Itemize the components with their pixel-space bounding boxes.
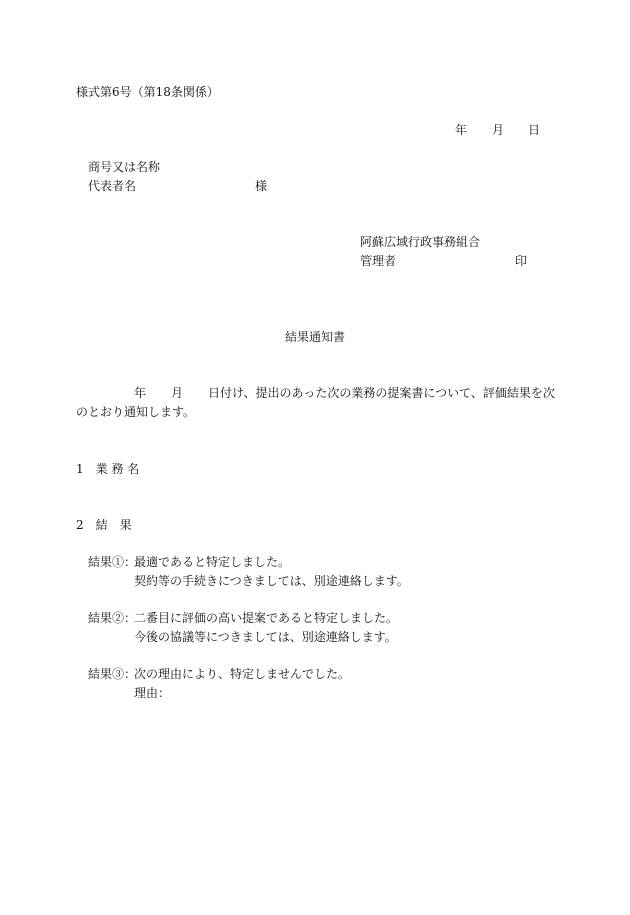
body-line2-text: のとおり通知します。	[76, 405, 196, 419]
result-2-label: 結果②：	[88, 611, 137, 625]
result-3-reason-label: 理由：	[134, 686, 171, 700]
result-2-line1: 二番目に評価の高い提案であると特定しました。	[134, 611, 399, 625]
result-1-label: 結果①：	[88, 555, 137, 569]
date-year-label: 年	[455, 123, 468, 137]
company-name-label: 商号又は名称	[88, 160, 161, 174]
seal-mark: 印	[515, 254, 528, 268]
date-day-label: 日	[528, 123, 541, 137]
result-3-line1: 次の理由により、特定しませんでした。	[134, 667, 351, 681]
manager-label: 管理者	[360, 254, 397, 268]
document-title: 結果通知書	[285, 330, 346, 344]
result-3-label: 結果③：	[88, 667, 137, 681]
section-business-name: 1 業 務 名	[76, 462, 140, 476]
result-1-line1: 最適であると特定しました。	[134, 555, 291, 569]
body-year-label: 年	[134, 386, 147, 400]
form-number: 様式第6号（第18条関係）	[76, 85, 219, 99]
honorific-sama: 様	[255, 179, 268, 193]
body-month-label: 月	[171, 386, 184, 400]
section-result: 2 結 果	[76, 518, 132, 532]
body-line1-text: 日付け、提出のあった次の業務の提案書について、評価結果を次	[208, 386, 555, 400]
result-2-line2: 今後の協議等につきましては、別途連絡します。	[134, 630, 397, 644]
result-1-line2: 契約等の手続きにつきましては、別途連絡します。	[134, 574, 409, 588]
sender-organization: 阿蘇広域行政事務組合	[360, 235, 481, 249]
date-month-label: 月	[492, 123, 505, 137]
representative-label: 代表者名	[88, 179, 137, 193]
